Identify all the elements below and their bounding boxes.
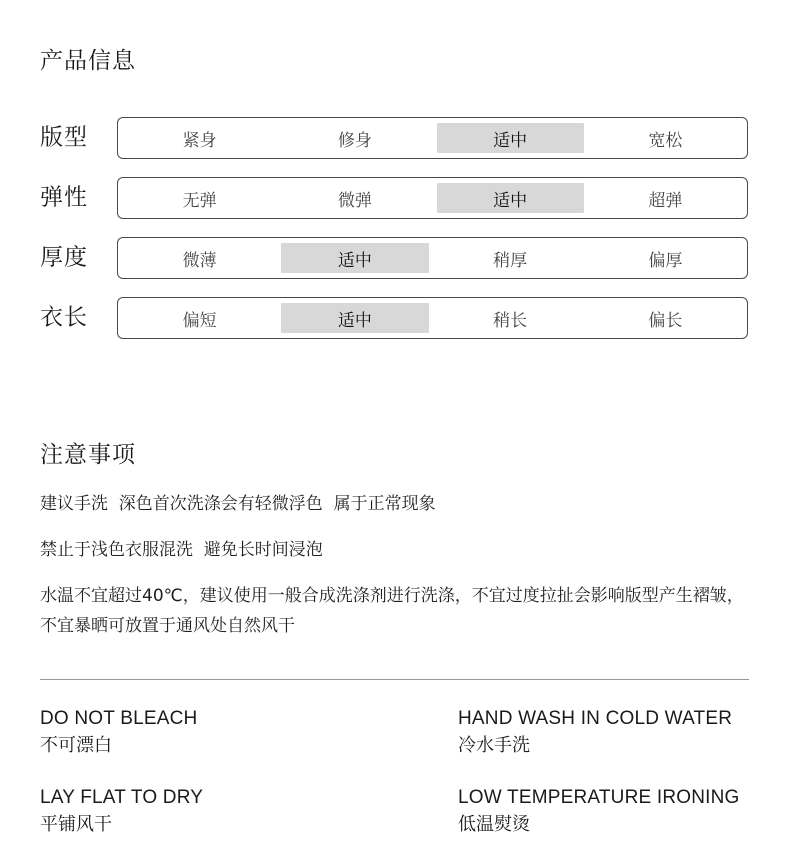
care-note: 禁止于浅色衣服混洗 避免长时间浸泡 [40, 540, 323, 560]
care-note: 水温不宜超过40℃，建议使用一般合成洗涤剂进行洗涤，不宜过度拉扯会影响版型产生褶皱，不宜暴晒可放置于通风处自然风干 [40, 586, 744, 636]
attr-option: 紧身 [182, 130, 217, 151]
attr-label: 版型 [40, 124, 88, 151]
attr-option: 微薄 [182, 250, 217, 271]
attr-option: 适中 [437, 183, 584, 213]
attr-option: 稍长 [493, 310, 528, 331]
attr-option: 稍厚 [493, 250, 528, 271]
care-note: 建议手洗 深色首次洗涤会有轻微浮色 属于正常现象 [40, 494, 436, 514]
attr-scale [117, 297, 748, 339]
attr-option: 适中 [437, 123, 584, 153]
care-instruction [458, 707, 732, 759]
attr-row-length [40, 297, 750, 339]
attr-option: 偏长 [648, 310, 683, 331]
care-instruction-en: LOW TEMPERATURE IRONING [458, 787, 740, 808]
attr-option: 适中 [281, 243, 428, 273]
care-instruction-en: LAY FLAT TO DRY [40, 787, 204, 808]
attr-label: 衣长 [40, 304, 88, 331]
care-instruction [40, 786, 203, 838]
care-instruction-zh: 不可漂白 [40, 735, 112, 756]
attr-row-thickness [40, 237, 750, 279]
care-instruction-zh: 平铺风干 [40, 814, 112, 835]
care-instruction-zh: 冷水手洗 [458, 735, 530, 756]
attr-label: 弹性 [40, 184, 88, 211]
attr-option: 微弹 [337, 190, 372, 211]
care-instruction-zh: 低温熨烫 [458, 814, 530, 835]
attr-option: 宽松 [648, 130, 683, 151]
attr-option: 超弹 [648, 190, 683, 211]
product-info-title: 产品信息 [40, 48, 136, 74]
care-instruction [40, 707, 197, 759]
attr-row-fit [40, 117, 750, 159]
attr-scale [117, 237, 748, 279]
care-instruction-en: DO NOT BLEACH [40, 708, 198, 729]
care-instruction [458, 786, 740, 838]
attr-option: 偏短 [182, 310, 217, 331]
attr-option: 无弹 [182, 190, 217, 211]
attr-scale [117, 117, 748, 159]
attr-option: 适中 [281, 303, 428, 333]
attr-option: 偏厚 [648, 250, 683, 271]
attr-scale [117, 177, 748, 219]
care-notes-title: 注意事项 [40, 442, 136, 468]
divider [40, 679, 749, 680]
attr-label: 厚度 [40, 244, 88, 271]
attr-option: 修身 [337, 130, 372, 151]
attr-row-elasticity [40, 177, 750, 219]
care-instruction-en: HAND WASH IN COLD WATER [458, 708, 733, 729]
